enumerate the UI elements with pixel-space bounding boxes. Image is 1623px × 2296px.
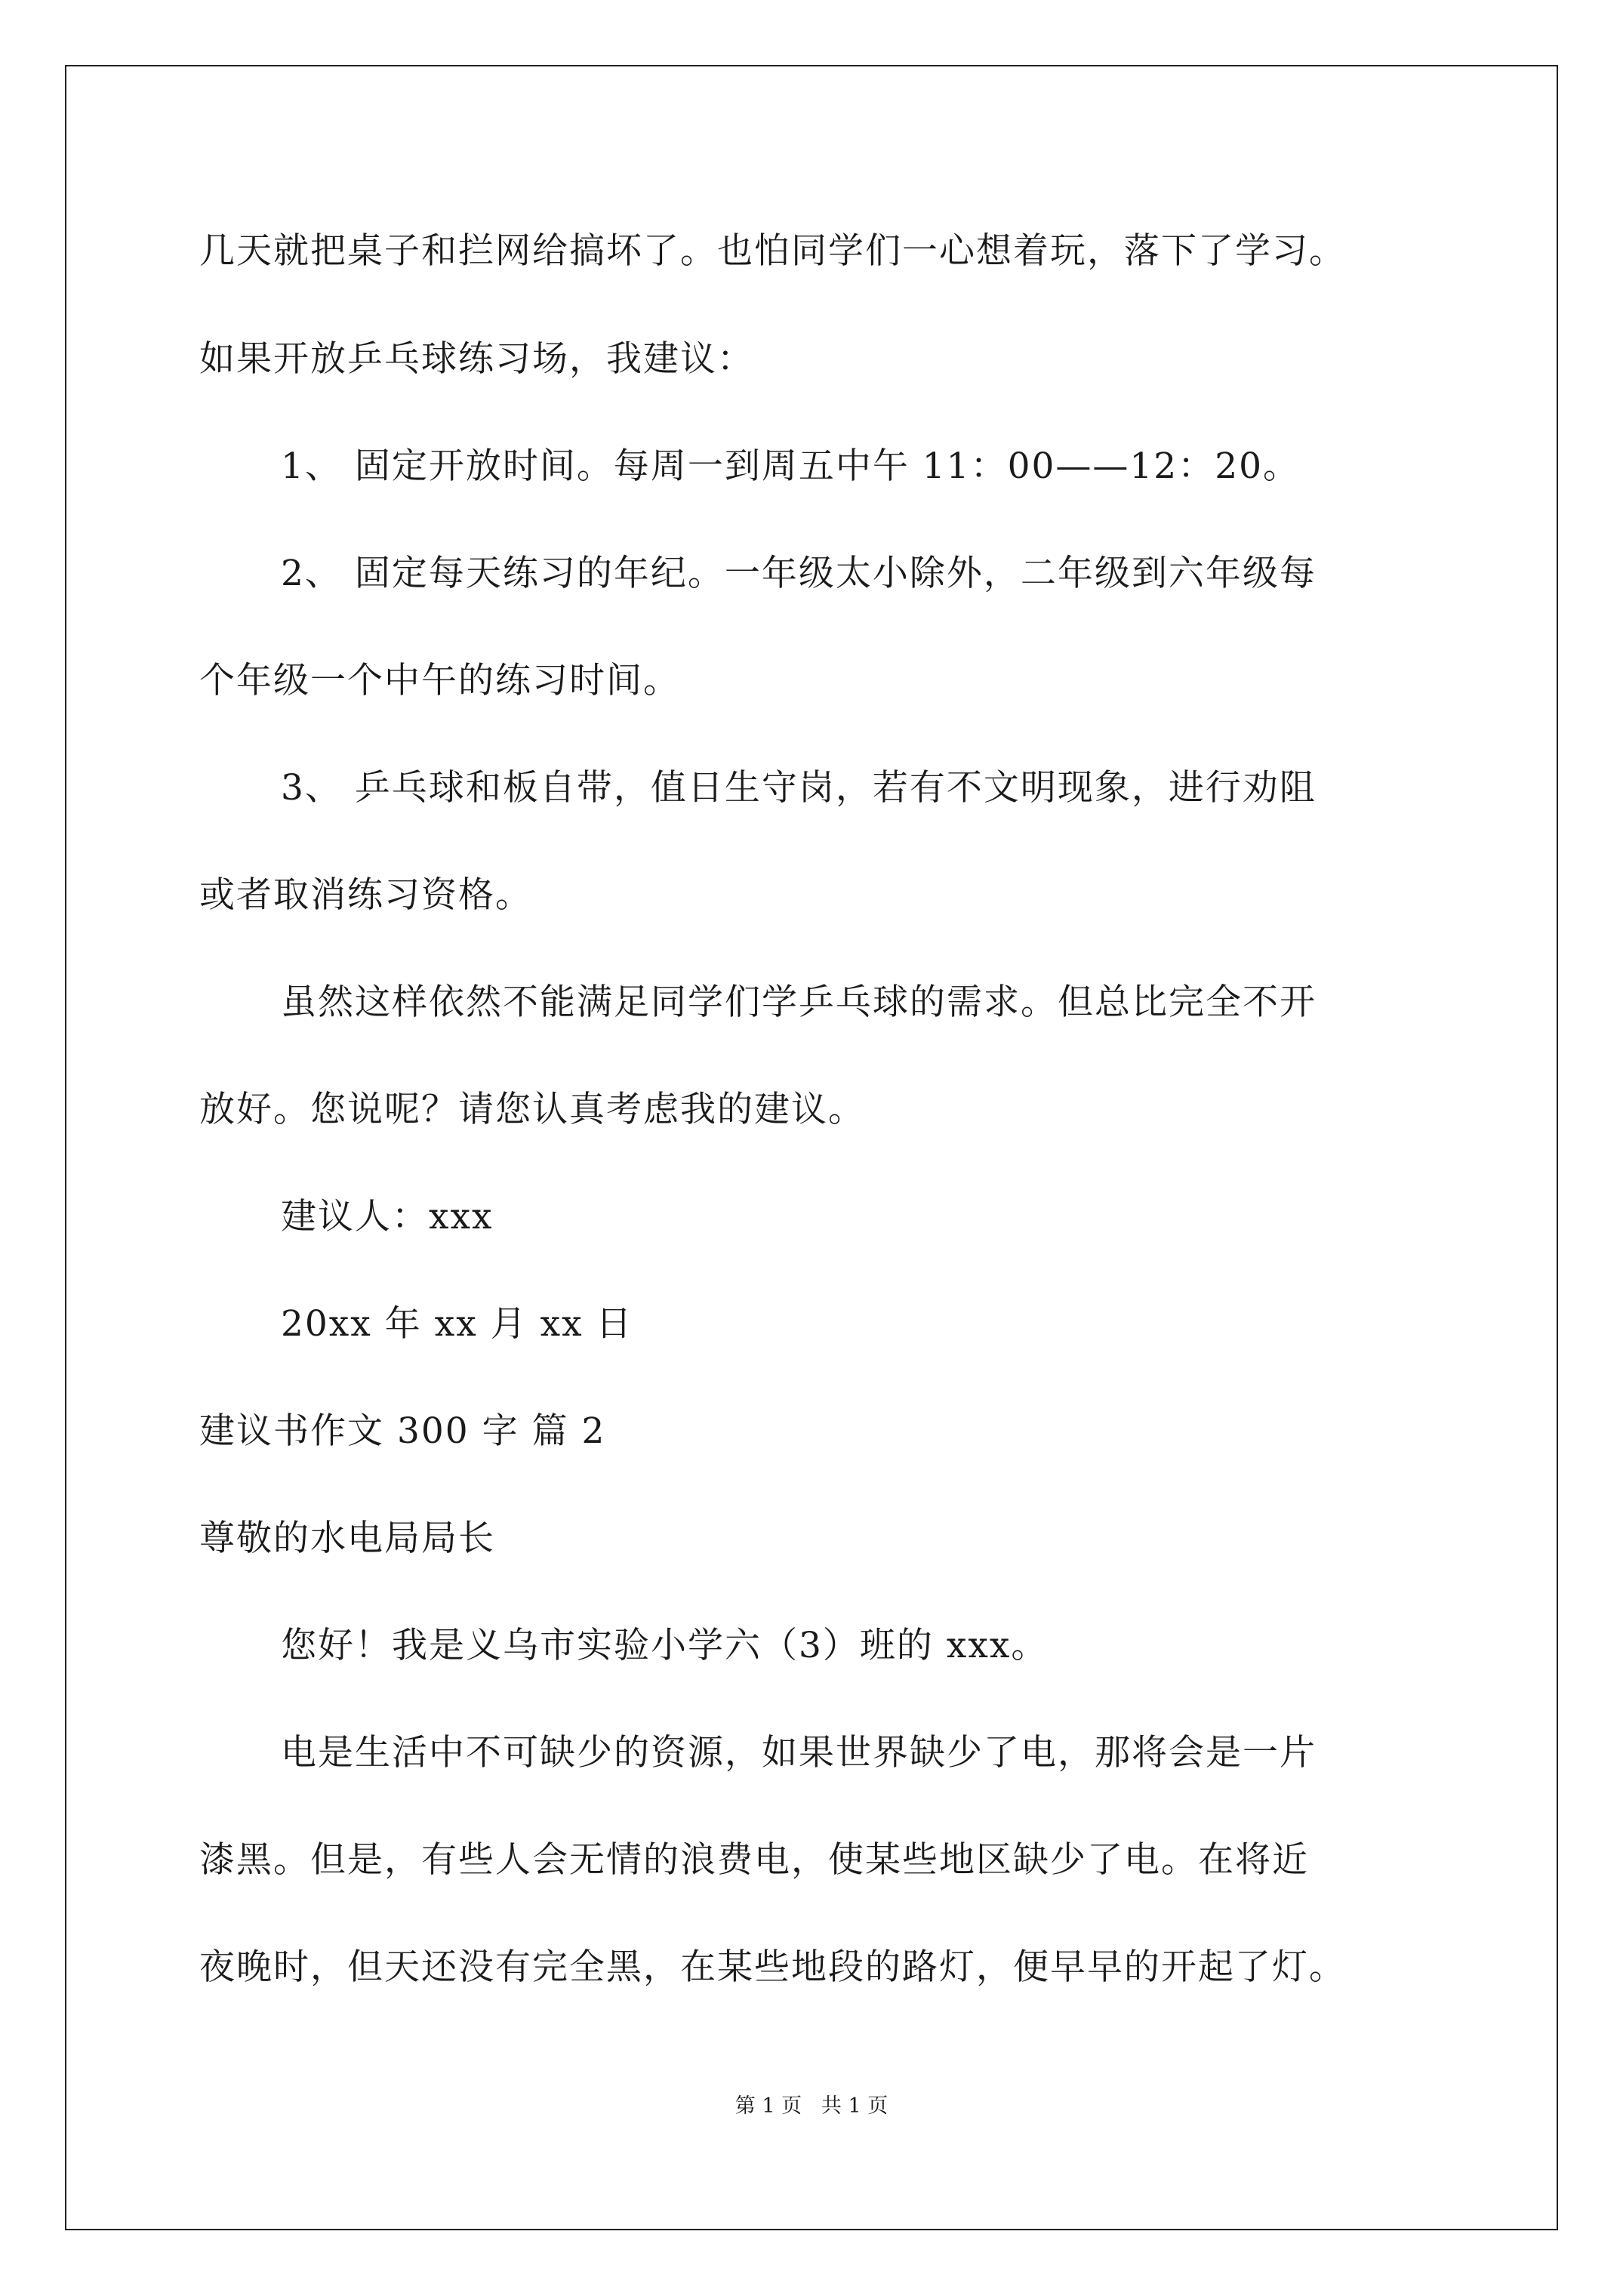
paragraph-line-2: 如果开放乒乓球练习场，我建议： bbox=[199, 338, 754, 380]
paragraph-line-8: 虽然这样依然不能满足同学们学乒乓球的需求。但总比完全不开 bbox=[281, 982, 1317, 1023]
list-item-3-line-1: 3、 乒乓球和板自带，值日生守岗，若有不文明现象，进行劝阻 bbox=[281, 767, 1317, 809]
greeting-line: 您好！我是义乌市实验小学六（3）班的 xxx。 bbox=[281, 1625, 1049, 1666]
page-footer: 第 1 页 共 1 页 bbox=[735, 2094, 888, 2118]
paragraph-line-17: 夜晚时，但天还没有完全黑，在某些地段的路灯，便早早的开起了灯。 bbox=[199, 1946, 1346, 1988]
paragraph-line-16: 漆黑。但是，有些人会无情的浪费电，使某些地区缺少了电。在将近 bbox=[199, 1839, 1309, 1881]
paragraph-line-15: 电是生活中不可缺少的资源，如果世界缺少了电，那将会是一片 bbox=[281, 1732, 1317, 1774]
signer-line: 建议人：xxx bbox=[281, 1196, 494, 1237]
paragraph-line-1: 几天就把桌子和拦网给搞坏了。也怕同学们一心想着玩，落下了学习。 bbox=[199, 230, 1346, 272]
list-item-1: 1、 固定开放时间。每周一到周五中午 11：00——12：20。 bbox=[281, 445, 1301, 487]
paragraph-line-9: 放好。您说呢？请您认真考虑我的建议。 bbox=[199, 1089, 865, 1130]
list-item-3-line-2: 或者取消练习资格。 bbox=[199, 874, 532, 916]
section-heading: 建议书作文 300 字 篇 2 bbox=[199, 1410, 606, 1452]
salutation: 尊敬的水电局局长 bbox=[199, 1518, 495, 1559]
list-item-2-line-2: 个年级一个中午的练习时间。 bbox=[199, 660, 680, 701]
list-item-2-line-1: 2、 固定每天练习的年纪。一年级太小除外，二年级到六年级每 bbox=[281, 553, 1317, 594]
date-line: 20xx 年 xx 月 xx 日 bbox=[281, 1303, 633, 1345]
page-frame bbox=[65, 65, 1558, 2230]
